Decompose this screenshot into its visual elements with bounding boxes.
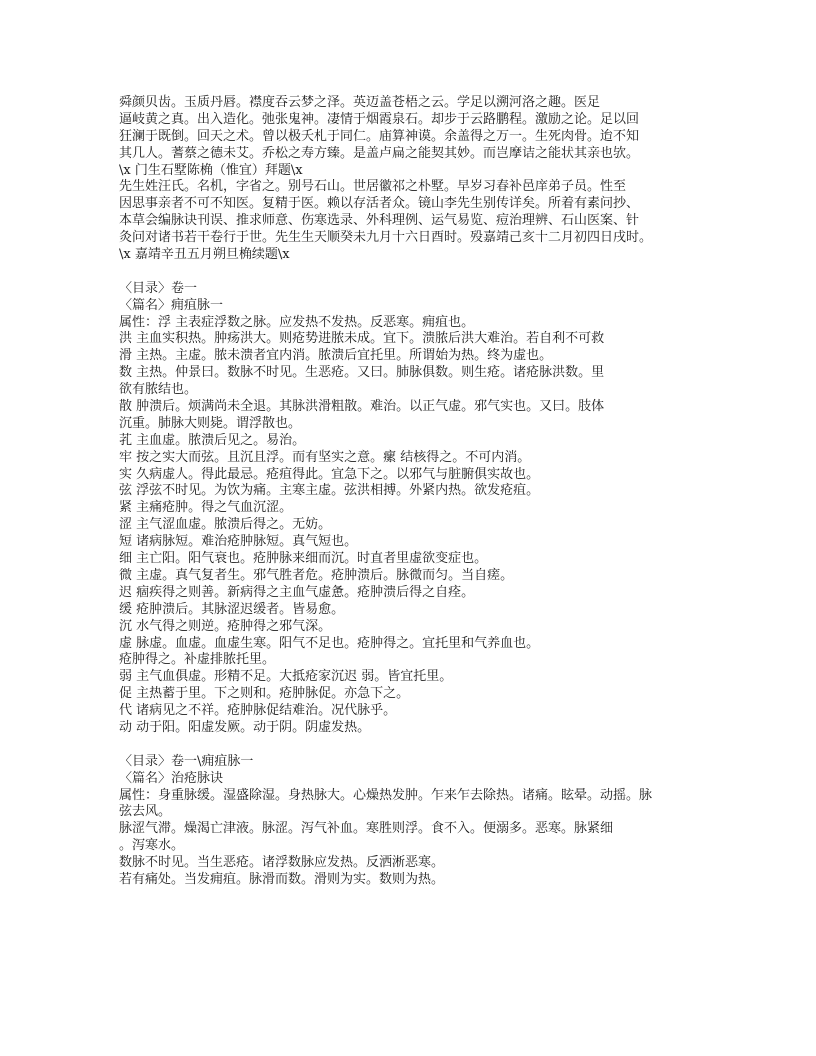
- text-line: 〈篇名〉治疮脉诀: [119, 770, 224, 786]
- text-line: 代 诸病见之不祥。疮肿脉促结难治。况代脉乎。: [119, 703, 397, 719]
- text-line: 属性：身重脉缓。湿盛除湿。身热脉大。心燥热发肿。乍来乍去除热。诸痛。眩晕。动摇。脉: [119, 787, 653, 803]
- paragraph-gap: [119, 737, 709, 754]
- text-line: 牢 按之实大而弦。且沉且浮。而有坚实之意。瘰 结核得之。不可内消。: [119, 449, 531, 465]
- treatment-section: [119, 754, 709, 889]
- text-line: 逼岐黄之真。出入造化。弛张鬼神。凄情于烟霞泉石。却步于云路鹏程。激励之论。足以回: [119, 111, 640, 127]
- text-line: 先生姓汪氏。名机，字省之。别号石山。世居徽祁之朴墅。早岁习春补邑庠弟子员。性至: [119, 179, 627, 195]
- text-line: 其几人。蓍蔡之德未艾。乔松之寿方臻。是盖卢扁之能契其妙。而岂摩诘之能状其亲也欤。: [119, 145, 640, 161]
- text-line: 〈篇名〉痈疽脉一: [119, 297, 224, 313]
- text-line: 弦 浮弦不时见。为饮为痛。主寒主虚。弦洪相搏。外紧内热。欲发疮疽。: [119, 483, 540, 499]
- paragraph-gap: [119, 264, 709, 281]
- text-line: 狂澜于既倒。回天之术。曾以极夭札于同仁。庙算神谟。余盖得之万一。生死肉骨。迨不知: [119, 128, 640, 144]
- text-line: 沉重。肺脉大则毙。谓浮散也。: [119, 415, 302, 431]
- text-line: 本草会编脉诀刊误、推求师意、伤寒选录、外科理例、运气易览、痘治理辨、石山医案、针: [119, 213, 640, 229]
- text-line: 疮肿得之。补虚排脓托里。: [119, 652, 276, 668]
- text-line: 沉 水气得之则逆。疮肿得之邪气深。: [119, 618, 332, 634]
- document-page: [119, 95, 709, 889]
- text-line: 动 动于阳。阳虚发厥。动于阴。阴虚发热。: [119, 719, 371, 735]
- text-line: 散 肿溃后。烦满尚未全退。其脉洪滑粗散。难治。以正气虚。邪气实也。又曰。肢体: [119, 399, 605, 415]
- text-line: 灸问对诸书若干卷行于世。先生生天顺癸未九月十六日酉时。殁嘉靖己亥十二月初四日戌时。: [119, 230, 653, 246]
- text-line: 紧 主痛疮肿。得之气血沉涩。: [119, 500, 293, 516]
- text-line: \x 门生石墅陈桷（惟宜）拜题\x: [119, 162, 303, 178]
- text-line: 缓 疮肿溃后。其脉涩迟缓者。皆易愈。: [119, 601, 345, 617]
- text-line: 促 主热蓄于里。下之则和。疮肿脉促。亦急下之。: [119, 686, 410, 702]
- text-line: 欲有脓结也。: [119, 382, 198, 398]
- text-line: 舜颜贝齿。玉质丹唇。襟度吞云梦之泽。英迈盖苍梧之云。学足以溯河洛之趣。医足: [119, 95, 601, 110]
- text-line: 数脉不时见。当生恶疮。诸浮数脉应发热。反洒淅恶寒。: [119, 855, 445, 871]
- text-line: 属性：浮 主表症浮数之脉。应发热不发热。反恶寒。痈疽也。: [119, 314, 475, 330]
- text-line: 滑 主热。主虚。脓未溃者宜内消。脓溃后宜托里。所谓始为热。终为虚也。: [119, 348, 553, 364]
- text-line: 因思事亲者不可不知医。复精于医。赖以存活者众。镜山李先生别传详矣。所着有素问抄、: [119, 196, 640, 212]
- text-line: 弦去风。: [119, 804, 172, 820]
- text-line: 若有痛处。当发痈疽。脉滑而数。滑则为实。数则为热。: [119, 871, 445, 887]
- pulse-section: [119, 281, 709, 737]
- text-line: 细 主亡阳。阳气衰也。疮肿脉来细而沉。时直者里虚欲变症也。: [119, 551, 488, 567]
- text-line: 洪 主血实积热。肿疡洪大。则疮势进脓未成。宜下。溃脓后洪大难治。若自利不可救: [119, 331, 605, 347]
- text-line: 芤 主血虚。脓溃后见之。易治。: [119, 432, 306, 448]
- text-line: 〈目录〉卷一: [119, 280, 198, 296]
- text-line: 数 主热。仲景曰。数脉不时见。生恶疮。又曰。肺脉俱数。则生疮。诸疮脉洪数。里: [119, 365, 605, 381]
- text-line: \x 嘉靖辛丑五月朔旦桷续题\x: [119, 247, 290, 263]
- text-line: 迟 痼疾得之则善。新病得之主血气虚惫。疮肿溃后得之自痊。: [119, 584, 475, 600]
- text-line: 涩 主气涩血虚。脓溃后得之。无妨。: [119, 517, 332, 533]
- text-line: 〈目录〉卷一\痈疽脉一: [119, 753, 254, 769]
- text-line: 虚 脉虚。血虚。血虚生寒。阳气不足也。疮肿得之。宜托里和气养血也。: [119, 635, 540, 651]
- text-line: 。泻寒水。: [119, 838, 185, 854]
- text-line: 实 久病虚人。得此最忌。疮疽得此。宜急下之。以邪气与脏腑俱实故也。: [119, 466, 540, 482]
- text-line: 短 诸病脉短。难治疮肿脉短。真气短也。: [119, 534, 358, 550]
- text-line: 弱 主气血俱虚。形精不足。大抵疮家沉迟 弱。皆宜托里。: [119, 669, 453, 685]
- text-line: 脉涩气滞。燥渴亡津液。脉涩。泻气补血。寒胜则浮。食不入。便溺多。恶寒。脉紧细: [119, 821, 614, 837]
- text-line: 微 主虚。真气复者生。邪气胜者危。疮肿溃后。脉微而匀。当自瘥。: [119, 567, 514, 583]
- preface-section: [119, 95, 709, 264]
